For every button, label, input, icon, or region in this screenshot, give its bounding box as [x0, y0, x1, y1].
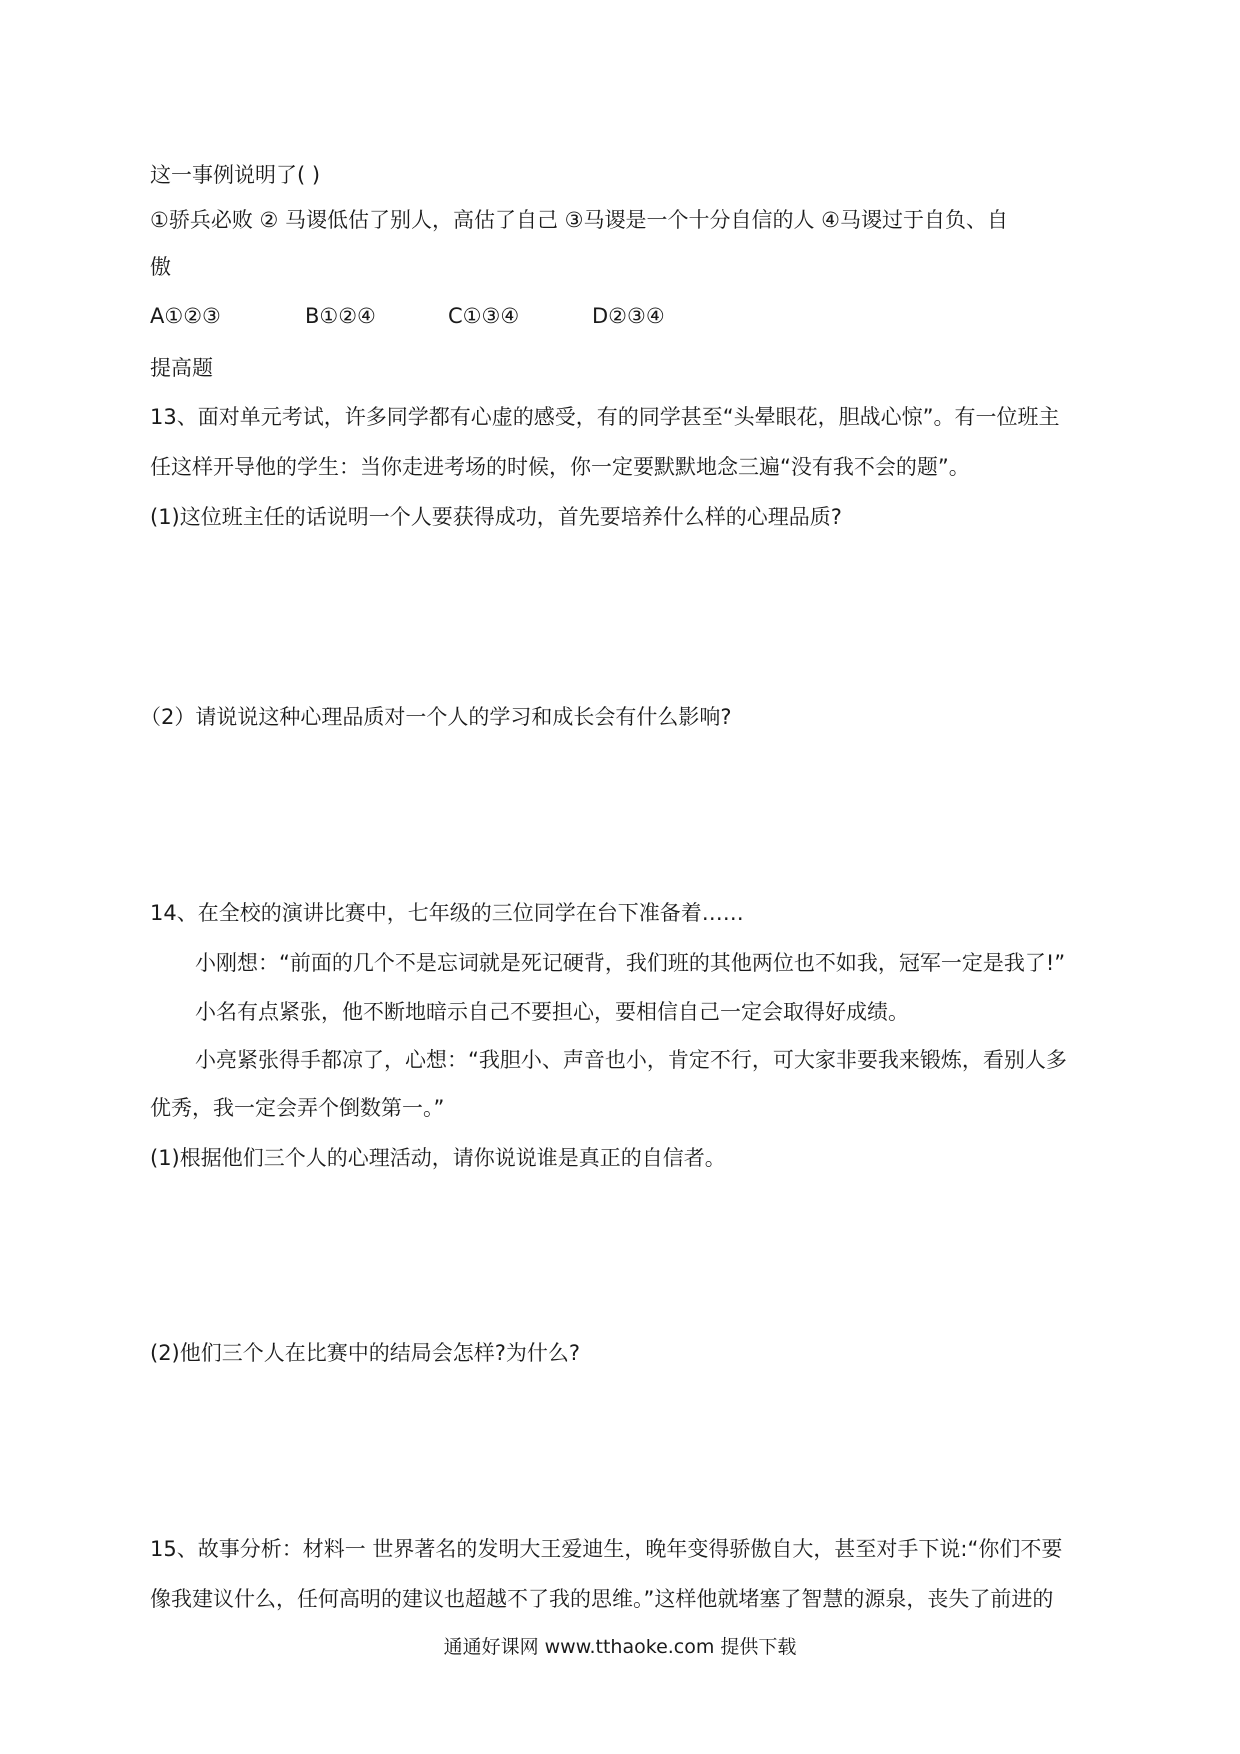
q13-line1: 13、面对单元考试，许多同学都有心虚的感受，有的同学甚至“头晕眼花，胆战心惊”。有一位班主 — [150, 405, 1060, 429]
q12-statements-line1: ①骄兵必败 ② 马谡低估了别人，高估了自己 ③马谡是一个十分自信的人 ④马谡过于自负、自 — [150, 208, 1009, 232]
q14-intro: 14、在全校的演讲比赛中，七年级的三位同学在台下准备着…… — [150, 901, 744, 925]
q12-option-c: C①③④ — [448, 304, 520, 328]
q12-option-a: A①②③ — [150, 304, 221, 328]
q13-line2: 任这样开导他的学生：当你走进考场的时候，你一定要默默地念三遍“没有我不会的题”。 — [150, 455, 970, 479]
q14-paragraph-3-line2: 优秀，我一定会弄个倒数第一。” — [150, 1096, 445, 1120]
q12-option-d: D②③④ — [592, 304, 665, 328]
q12-stem: 这一事例说明了( ) — [150, 163, 321, 187]
q14-sub2: (2)他们三个人在比赛中的结局会怎样?为什么? — [150, 1341, 581, 1365]
q13-sub2: （2）请说说这种心理品质对一个人的学习和成长会有什么影响? — [140, 705, 732, 729]
q12-statements-line2: 傲 — [150, 255, 171, 279]
q14-sub1: (1)根据他们三个人的心理活动，请你说说谁是真正的自信者。 — [150, 1146, 726, 1170]
q14-paragraph-1: 小刚想：“前面的几个不是忘词就是死记硬背，我们班的其他两位也不如我，冠军一定是我了!” — [195, 951, 1066, 975]
q15-line1: 15、故事分析：材料一 世界著名的发明大王爱迪生，晚年变得骄傲自大，甚至对手下说:“你们不要 — [150, 1537, 1063, 1561]
q13-sub1: (1)这位班主任的话说明一个人要获得成功，首先要培养什么样的心理品质? — [150, 505, 842, 529]
section-title: 提高题 — [150, 356, 213, 380]
q12-option-b: B①②④ — [305, 304, 376, 328]
q15-line2: 像我建议什么，任何高明的建议也超越不了我的思维。”这样他就堵塞了智慧的源泉，丧失了前进的 — [150, 1587, 1054, 1611]
q14-paragraph-3-line1: 小亮紧张得手都凉了，心想：“我胆小、声音也小，肯定不行，可大家非要我来锻炼，看别人多 — [195, 1048, 1067, 1072]
q14-paragraph-2: 小名有点紧张，他不断地暗示自己不要担心，要相信自己一定会取得好成绩。 — [195, 1000, 909, 1024]
page-footer: 通通好课网 www.tthaoke.com 提供下载 — [443, 1636, 797, 1658]
